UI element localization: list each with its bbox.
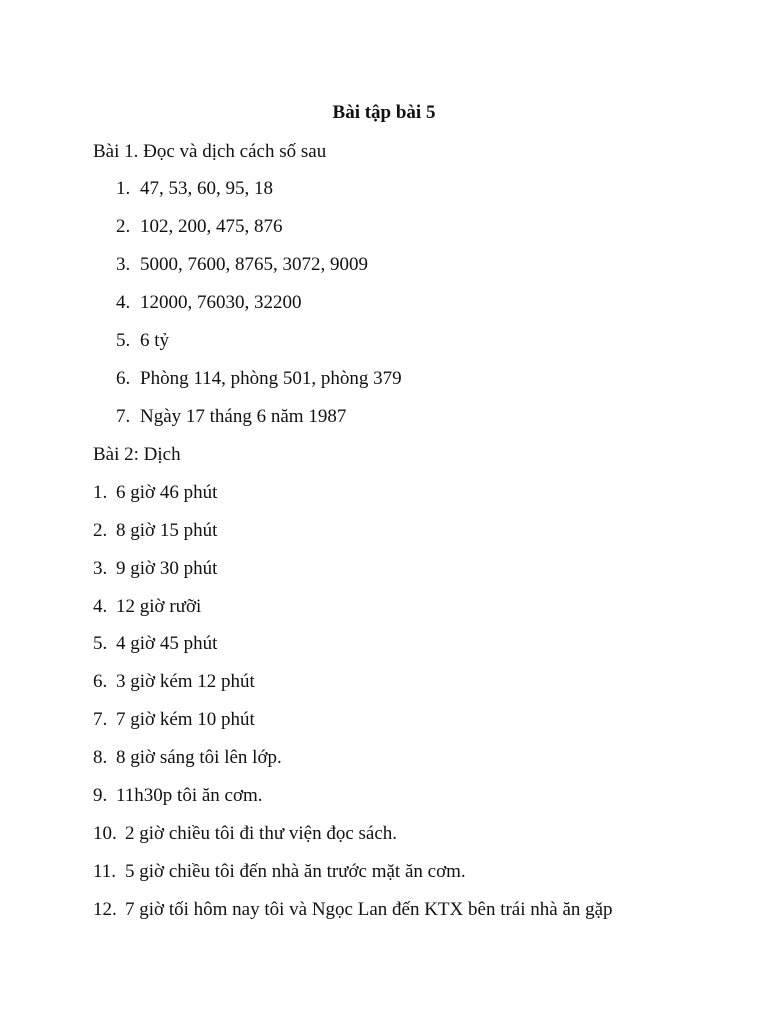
list-item-text: 8 giờ sáng tôi lên lớp. xyxy=(116,747,282,768)
list-item-number: 1. xyxy=(93,482,108,503)
list-item-text: 3 giờ kém 12 phút xyxy=(116,671,255,692)
list-item-text: 11h30p tôi ăn cơm. xyxy=(116,785,263,806)
list-item-number: 10. xyxy=(93,823,117,844)
list-item xyxy=(93,595,201,619)
list-item-number: 5. xyxy=(93,633,108,654)
list-item-number: 7. xyxy=(93,709,108,730)
list-item xyxy=(93,632,217,656)
list-item-number: 8. xyxy=(93,747,108,768)
list-item-text: Phòng 114, phòng 501, phòng 379 xyxy=(140,368,402,389)
list-item-number: 4. xyxy=(93,596,108,617)
list-item-text: 8 giờ 15 phút xyxy=(116,520,218,541)
list-item-number: 3. xyxy=(93,558,108,579)
list-item xyxy=(93,898,613,922)
list-item xyxy=(116,367,402,391)
list-item-number: 2. xyxy=(116,216,131,237)
list-item-text: 5 giờ chiều tôi đến nhà ăn trước mặt ăn cơm. xyxy=(125,861,466,882)
exercise1-heading: Bài 1. Đọc và dịch cách số sau xyxy=(93,141,327,162)
list-item-text: 12 giờ rưỡi xyxy=(116,596,202,617)
list-item xyxy=(116,177,273,201)
list-item xyxy=(116,215,283,239)
list-item xyxy=(93,746,282,770)
list-item-text: 12000, 76030, 32200 xyxy=(140,292,302,313)
list-item xyxy=(116,253,368,277)
list-item-number: 6. xyxy=(116,368,131,389)
list-item xyxy=(93,784,263,808)
list-item-number: 7. xyxy=(116,406,131,427)
list-item-text: 2 giờ chiều tôi đi thư viện đọc sách. xyxy=(125,823,398,844)
list-item-number: 3. xyxy=(116,254,131,275)
list-item xyxy=(93,860,466,884)
document-title: Bài tập bài 5 xyxy=(332,102,436,123)
list-item-number: 9. xyxy=(93,785,108,806)
list-item xyxy=(93,519,217,543)
list-item-text: Ngày 17 tháng 6 năm 1987 xyxy=(140,406,347,427)
list-item-text: 6 tỷ xyxy=(140,330,170,351)
list-item-number: 2. xyxy=(93,520,108,541)
exercise2-heading: Bài 2: Dịch xyxy=(93,444,181,465)
list-item-number: 11. xyxy=(93,861,117,882)
list-item-text: 6 giờ 46 phút xyxy=(116,482,218,503)
list-item xyxy=(93,822,397,846)
list-item xyxy=(93,557,217,581)
list-item-number: 12. xyxy=(93,899,117,920)
list-item-text: 9 giờ 30 phút xyxy=(116,558,218,579)
list-item xyxy=(93,708,255,732)
list-item xyxy=(116,291,302,315)
list-item xyxy=(93,670,255,694)
list-item-text: 4 giờ 45 phút xyxy=(116,633,218,654)
list-item-text: 7 giờ kém 10 phút xyxy=(116,709,255,730)
list-item-text: 102, 200, 475, 876 xyxy=(140,216,283,237)
list-item-text: 5000, 7600, 8765, 3072, 9009 xyxy=(140,254,368,275)
list-item-number: 6. xyxy=(93,671,108,692)
list-item-text: 47, 53, 60, 95, 18 xyxy=(140,178,273,199)
list-item-number: 1. xyxy=(116,178,131,199)
list-item-number: 4. xyxy=(116,292,131,313)
list-item xyxy=(116,405,346,429)
list-item-number: 5. xyxy=(116,330,131,351)
list-item xyxy=(93,481,217,505)
list-item xyxy=(116,329,169,353)
list-item-text: 7 giờ tối hôm nay tôi và Ngọc Lan đến KTX bên trái nhà ăn gặp xyxy=(125,899,613,920)
